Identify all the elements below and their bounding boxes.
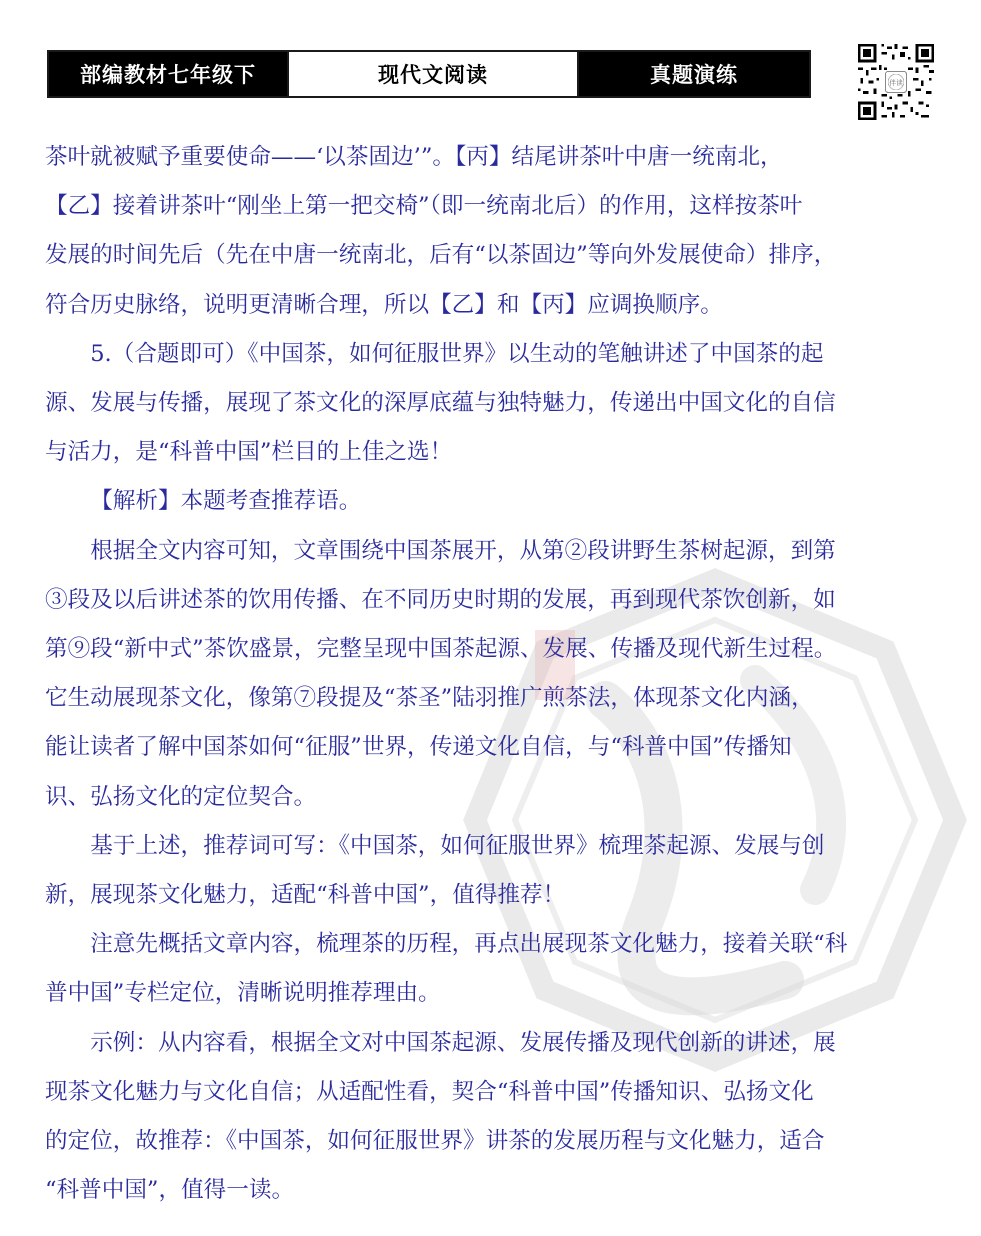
text-line: 发展的时间先后（先在中唐一统南北，后有“以茶固边”等向外发展使命）排序， xyxy=(45,242,837,269)
header-practice-label: 真题演练 xyxy=(579,52,809,96)
paragraph-example xyxy=(45,1019,938,1216)
paragraph-note xyxy=(45,920,938,1018)
text-line: 基于上述，推荐词可写：《中国茶，如何征服世界》梳理茶起源、发展与创 xyxy=(90,832,825,859)
text-line: 注意先概括文章内容，梳理茶的历程，再点出展现茶文化魅力，接着关联“科 xyxy=(90,931,848,958)
text-line: 【乙】接着讲茶叶“刚坐上第一把交椅”（即一统南北后）的作用，这样按茶叶 xyxy=(45,193,803,220)
paragraph-answer-5 xyxy=(45,330,938,478)
text-line: ③段及以后讲述茶的饮用传播、在不同历史时期的发展，再到现代茶饮创新，如 xyxy=(45,586,836,613)
text-line: 新，展现茶文化魅力，适配“科普中国”，值得推荐！ xyxy=(45,882,566,909)
text-line: 茶叶就被赋予重要使命——‘以茶固边’”。【丙】结尾讲茶叶中唐一统南北， xyxy=(45,144,783,170)
header-grade-label: 部编教材七年级下 xyxy=(49,52,287,96)
text-line: 示例：从内容看，根据全文对中国茶起源、发展传播及现代创新的讲述，展 xyxy=(90,1029,836,1056)
paragraph-recommendation xyxy=(45,822,938,920)
text-line: 根据全文内容可知，文章围绕中国茶展开，从第②段讲野生茶树起源，到第 xyxy=(90,537,836,564)
text-line: 源、发展与传播，展现了茶文化的深厚底蕴与独特魅力，传递出中国文化的自信 xyxy=(45,390,836,417)
text-line: 它生动展现茶文化，像第⑦段提及“茶圣”陆羽推广煎茶法，体现茶文化内涵， xyxy=(45,685,814,712)
text-line: 现茶文化魅力与文化自信；从适配性看，契合“科普中国”传播知识、弘扬文化 xyxy=(45,1078,814,1105)
paragraph-order-explanation xyxy=(45,133,938,330)
qr-center-text: 伴读 xyxy=(889,78,903,87)
answer-content xyxy=(45,133,938,1215)
paragraph-analysis-body xyxy=(45,527,938,822)
text-line: 第⑨段“新中式”茶饮盛景，完整呈现中国茶起源、发展、传播及现代新生过程。 xyxy=(45,636,837,663)
text-line: 的定位，故推荐：《中国茶，如何征服世界》讲茶的发展历程与文化魅力，适合 xyxy=(45,1128,825,1155)
text-line: 【解析】本题考查推荐语。 xyxy=(90,488,362,515)
text-line: 能让读者了解中国茶如何“征服”世界，传递文化自信，与“科普中国”传播知 xyxy=(45,734,792,761)
text-line: 与活力，是“科普中国”栏目的上佳之选！ xyxy=(45,439,453,466)
text-line: 识、弘扬文化的定位契合。 xyxy=(45,783,317,810)
qr-code-icon xyxy=(858,44,934,120)
header-section-label: 现代文阅读 xyxy=(287,52,579,96)
text-line: 普中国”专栏定位，清晰说明推荐理由。 xyxy=(45,980,441,1007)
text-line: 5.（合题即可）《中国茶，如何征服世界》以生动的笔触讲述了中国茶的起 xyxy=(90,340,824,367)
text-line: 符合历史脉络，说明更清晰合理，所以【乙】和【丙】应调换顺序。 xyxy=(45,291,723,318)
text-line: “科普中国”，值得一读。 xyxy=(45,1177,295,1204)
paragraph-analysis-heading xyxy=(45,477,938,526)
header-bar xyxy=(47,50,811,98)
